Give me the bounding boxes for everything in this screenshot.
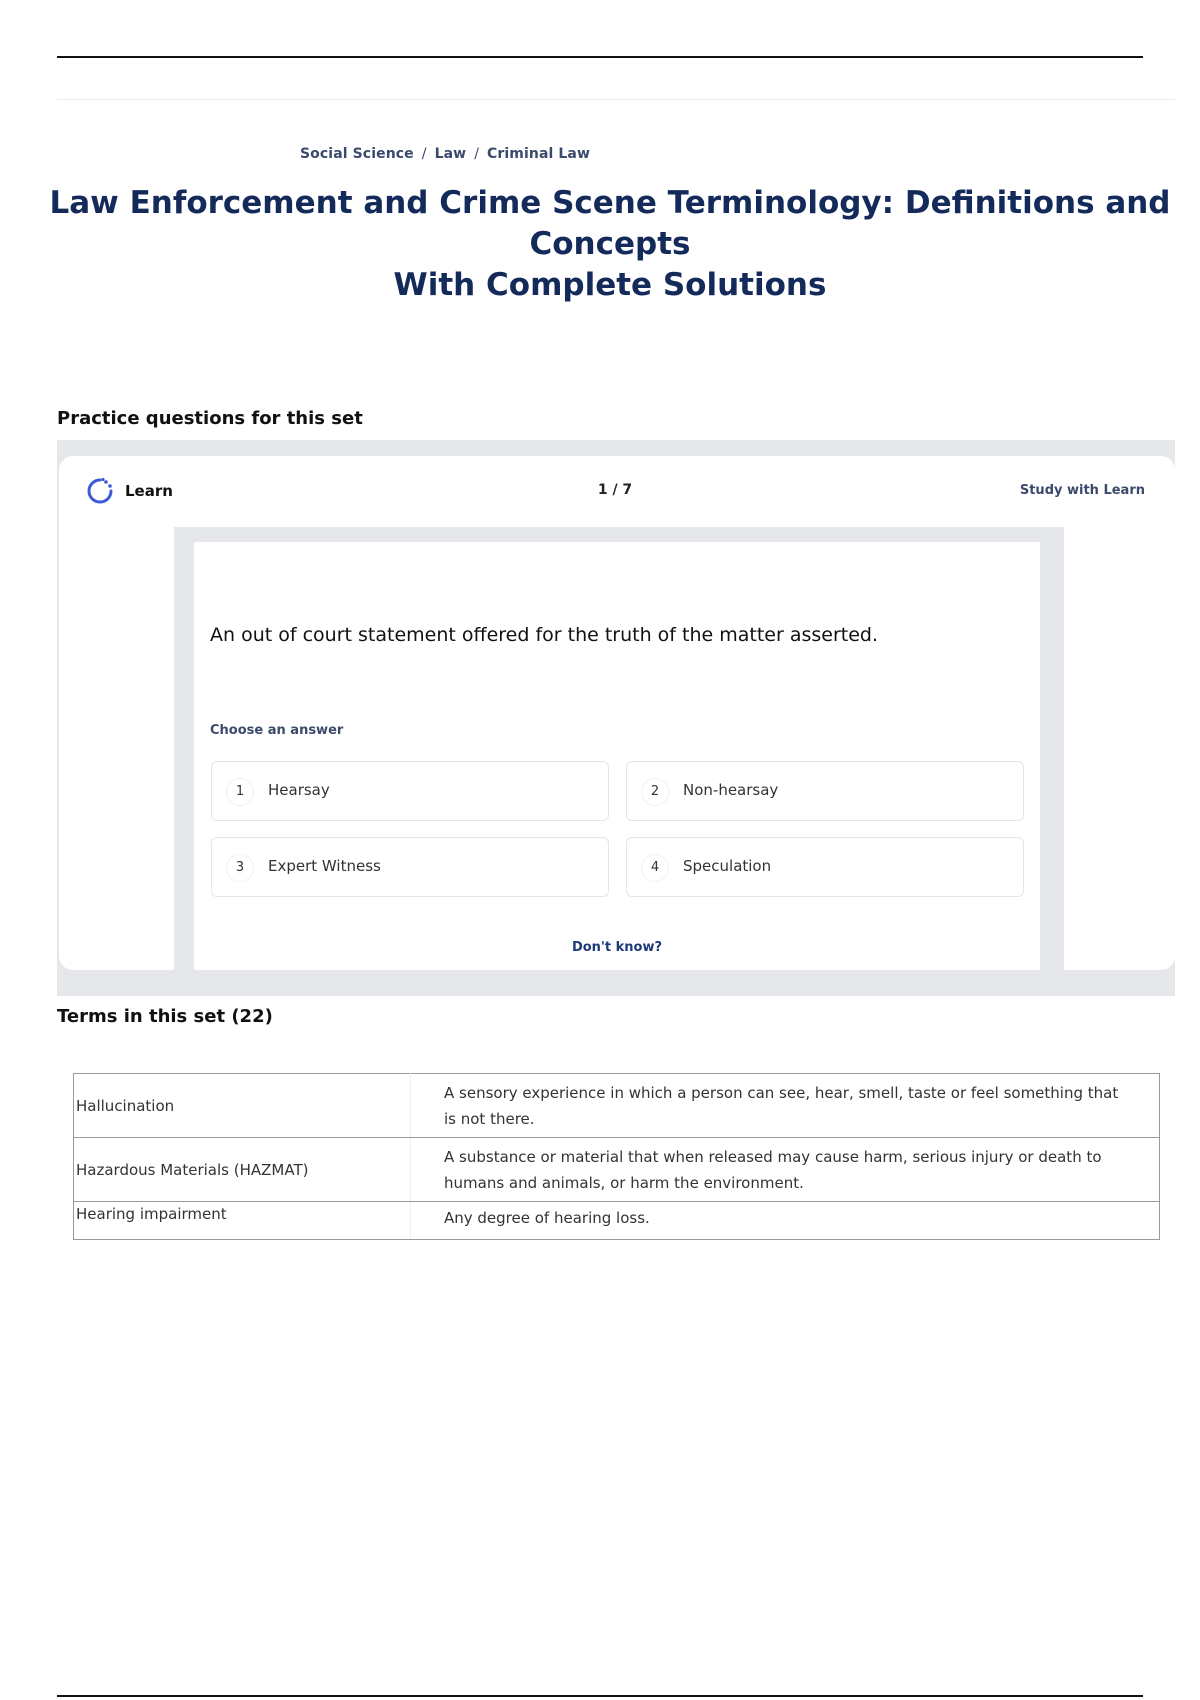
table-row [74, 1202, 1160, 1240]
study-with-learn-link[interactable]: Study with Learn [1019, 483, 1145, 498]
header-divider [57, 99, 1175, 100]
page-title [40, 183, 1180, 306]
option-text: Speculation [683, 857, 772, 875]
dont-know-button[interactable]: Don't know? [571, 940, 663, 955]
term-cell: Hearing impairment [74, 1202, 411, 1240]
definition-cell: A sensory experience in which a person can see, hear, smell, taste or feel something that is not there. [411, 1074, 1160, 1138]
breadcrumb-item-law[interactable]: Law [434, 146, 467, 162]
question-frame [174, 527, 1064, 970]
practice-heading: Practice questions for this set [57, 408, 363, 429]
terms-heading: Terms in this set (22) [57, 1006, 273, 1027]
answer-option-4[interactable] [626, 837, 1024, 897]
breadcrumb [300, 146, 590, 162]
table-row [74, 1074, 1160, 1138]
terms-table [73, 1073, 1160, 1240]
question-text: An out of court statement offered for the truth of the matter asserted. [210, 624, 879, 646]
page-title-line-1: Law Enforcement and Crime Scene Terminology: Definitions and Concepts [49, 185, 1171, 262]
definition-cell: Any degree of hearing loss. [411, 1202, 1160, 1240]
question-counter: 1 / 7 [597, 482, 633, 498]
option-number-badge: 4 [641, 854, 669, 882]
learn-card [59, 456, 1175, 970]
answer-option-2[interactable] [626, 761, 1024, 821]
table-row [74, 1138, 1160, 1202]
option-text: Hearsay [268, 781, 330, 799]
top-rule [57, 56, 1143, 58]
choose-answer-label: Choose an answer [210, 723, 344, 738]
learn-header [85, 476, 1145, 506]
breadcrumb-item-social-science[interactable]: Social Science [300, 146, 414, 162]
option-number-badge: 1 [226, 778, 254, 806]
option-text: Expert Witness [268, 857, 381, 875]
term-cell: Hazardous Materials (HAZMAT) [74, 1138, 411, 1202]
breadcrumb-item-criminal-law[interactable]: Criminal Law [487, 146, 590, 162]
answer-option-3[interactable] [211, 837, 609, 897]
learn-widget [57, 440, 1175, 996]
bottom-rule [57, 1695, 1143, 1697]
option-text: Non-hearsay [683, 781, 779, 799]
learn-label: Learn [125, 482, 173, 500]
option-number-badge: 2 [641, 778, 669, 806]
term-cell: Hallucination [74, 1074, 411, 1138]
definition-cell: A substance or material that when released may cause harm, serious injury or death to humans and animals, or harm the environment. [411, 1138, 1160, 1202]
breadcrumb-separator: / [421, 146, 427, 162]
option-number-badge: 3 [226, 854, 254, 882]
answer-option-1[interactable] [211, 761, 609, 821]
breadcrumb-separator: / [474, 146, 480, 162]
question-card [194, 542, 1040, 970]
page-title-line-2: With Complete Solutions [393, 267, 827, 303]
